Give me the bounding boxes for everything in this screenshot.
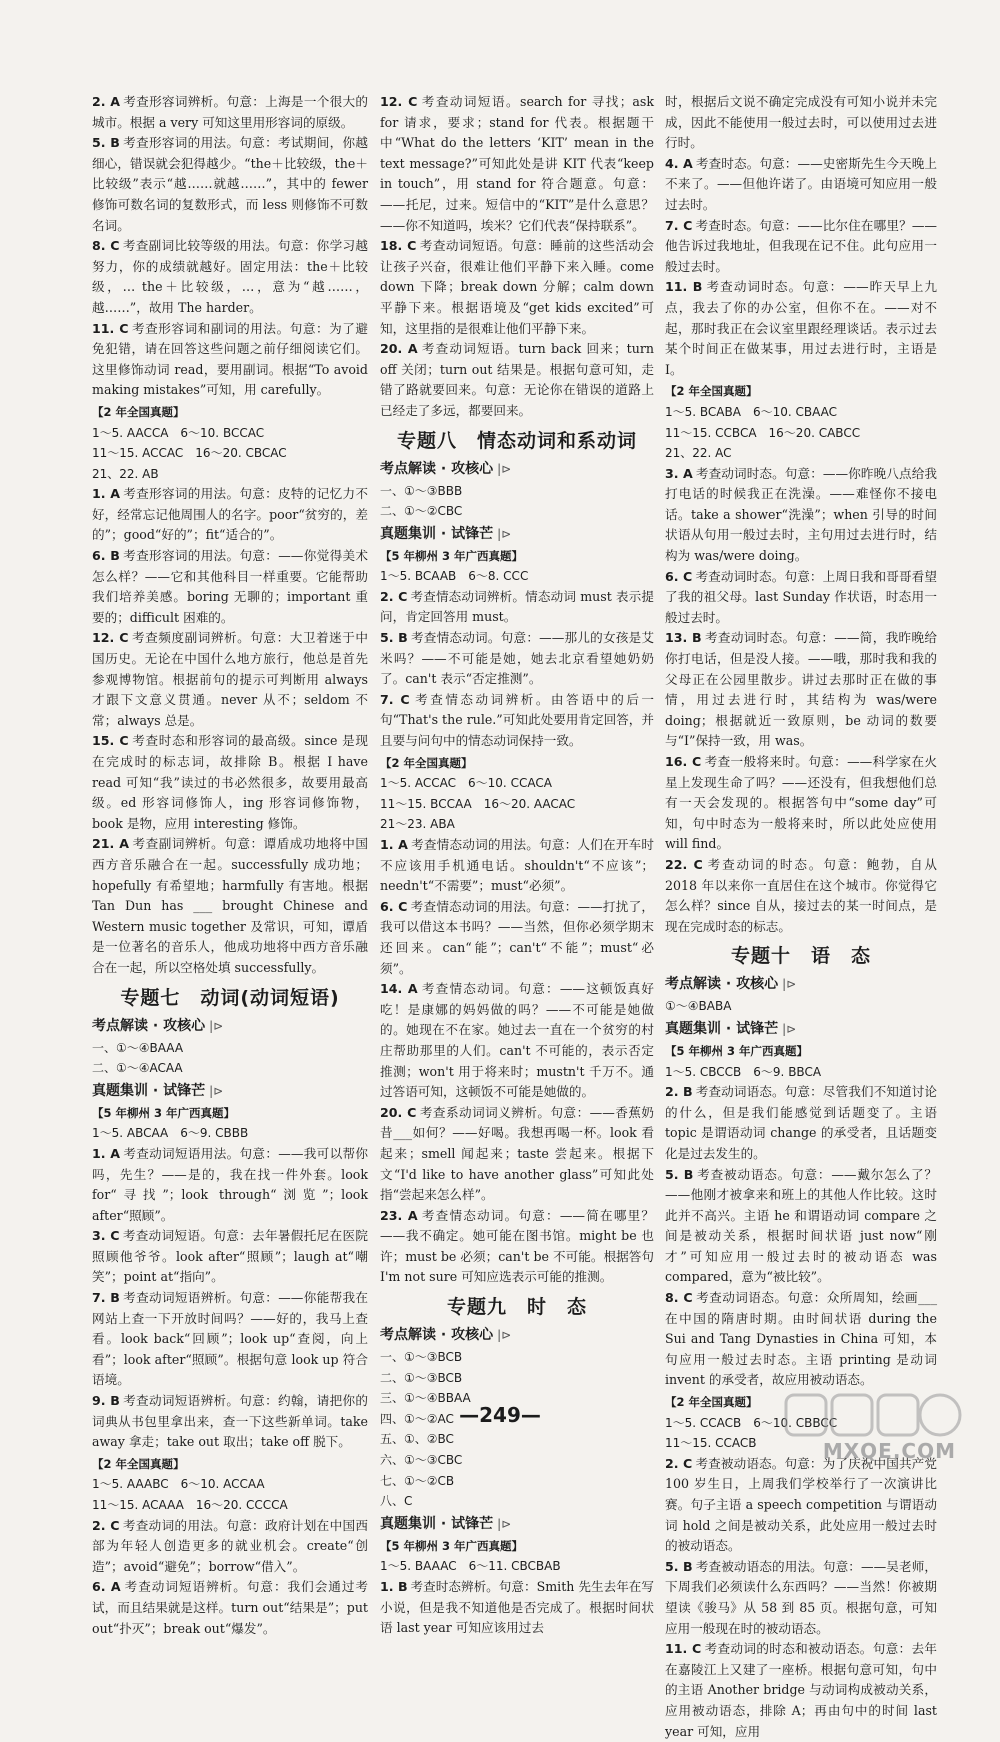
answer-explanation	[665, 277, 937, 380]
explanation-text: 考查形容词辨析。句意：上海是一个很大的城市。根据 a very 可知这里用形容词的原级。	[92, 94, 368, 130]
watermark-url: MXQE.COM	[822, 1439, 956, 1463]
question-number: 11. C	[665, 1641, 702, 1657]
answer-explanation	[665, 752, 937, 855]
question-number: 5. B	[665, 1558, 693, 1574]
source-tag: 【5 年柳州 3 年广西真题】	[665, 1043, 809, 1058]
question-number: 18. C	[380, 238, 417, 254]
answer-key-line: 1～5. ABCAA 6～9. CBBB	[92, 1126, 249, 1141]
answer-key-line: 11～15. ACAAA 16～20. CCCCA	[92, 1498, 288, 1512]
explanation-text: 考查动词语态。句意：尽管我们不知道讨论的什么，但是我们能感觉到话题变了。主语 topic 是谓语动词 change 的承受者，且话题变化是过去发生的。	[665, 1084, 937, 1161]
explanation-text: 考查情态动词的用法。句意：——打扰了，我可以借这本书吗？——当然，但你必须学期末还回来。can“能”；can't“不能”；must“必须”。	[380, 898, 654, 976]
answer-key-line: 一、①～③BBB	[380, 483, 463, 498]
answer-explanation	[380, 835, 654, 897]
explanation-text: 考查动词短语辨析。句意：约翰，请把你的词典从书包里拿出来，查一下这些新单词。take away 拿走；take out 取出；take off 脱下。	[92, 1393, 369, 1450]
answer-key-line: 二、①～②CBC	[380, 504, 463, 519]
answer-key-line: 21、22. AC	[665, 446, 732, 461]
section-heading	[92, 1015, 368, 1037]
answer-explanation	[665, 1082, 937, 1164]
explanation-text: 考查形容词的用法。句意：皮特的记忆力不好，经常忘记他周围人的名字。poor“贫穷的，差的”；good“好的”；fit“适合的”。	[92, 486, 368, 543]
topic-heading: 专题十 语 态	[730, 945, 871, 968]
answer-explanation	[380, 1103, 654, 1206]
answer-key-line: 四、①～②AC	[380, 1411, 454, 1426]
column-left	[92, 92, 369, 1636]
arrow-icon: |⊳	[209, 1083, 224, 1098]
explanation-text: 考查时态和形容词的最高级。since 是现在完成时的标志词，故排除 B。根据 I have read 可知“我”读过的书必然很多，故要用最高级。ed 形容词修饰人，ing 形容词修饰物，book 是物，应用 interesting 修饰。	[92, 733, 368, 831]
answer-explanation	[92, 1516, 368, 1578]
question-number: 1. A	[380, 837, 408, 852]
explanation-text: 考查被动语态的用法。句意：——吴老师，下周我们必须读什么东西吗？——当然！你被期望读《骏马》从 58 到 85 页。根据句意，可知应用一般现在时的被动语态。	[665, 1558, 938, 1636]
answer-key-line: 11～15. ACCAC 16～20. CBCAC	[92, 446, 287, 461]
question-number: 11. C	[92, 320, 129, 336]
question-number: 15. C	[92, 733, 129, 749]
question-number: 20. C	[380, 1104, 417, 1120]
answer-explanation	[92, 834, 368, 978]
answer-key-line: 1～5. CBCCB 6～9. BBCA	[665, 1064, 822, 1079]
question-number: 2. C	[665, 1455, 693, 1471]
question-number: 6. C	[665, 568, 693, 584]
answer-explanation	[665, 1165, 937, 1289]
section-heading	[665, 1018, 937, 1040]
question-number: 4. A	[665, 155, 693, 171]
topic-heading: 专题七 动词(动词短语)	[120, 986, 340, 1009]
answer-key-line: 21～23. ABA	[380, 817, 455, 832]
answer-explanation	[665, 1557, 937, 1639]
source-tag: 【2 年全国真题】	[92, 1456, 185, 1471]
explanation-text: 考查动词短语。句意：去年暑假托尼在医院照顾他爷爷。look after“照顾”；laugh at“嘲笑”；point at“指向”。	[92, 1228, 369, 1285]
answer-explanation	[92, 628, 368, 731]
answer-explanation	[665, 154, 937, 216]
explanation-text: 考查动词短语用法。句意：——我可以帮你吗，先生？——是的，我在找一件外套。look for“寻找”；look through“浏览”；look after“照顾”。	[92, 1145, 368, 1223]
question-number: 16. C	[665, 754, 702, 769]
question-number: 6. C	[380, 898, 408, 914]
explanation-text: 考查情态动词。句意：——那儿的女孩是艾米吗？——不可能是她，她去北京看望她奶奶了。can't 表示“否定推测”。	[380, 630, 655, 687]
answer-explanation	[380, 587, 654, 628]
answer-explanation	[92, 319, 368, 401]
answer-explanation	[380, 690, 654, 752]
answer-key-line: 11～15. CCBCA 16～20. CABCC	[665, 425, 861, 440]
question-number: 8. C	[92, 238, 120, 254]
answer-explanation	[92, 546, 368, 628]
section-heading	[380, 523, 654, 545]
answer-explanation	[380, 1206, 654, 1288]
answer-key-line: 1～5. ACCAC 6～10. CCACA	[380, 776, 552, 791]
topic-heading: 专题九 时 态	[446, 1296, 587, 1319]
explanation-text: 考查动词短语。句意：睡前的这些活动会让孩子兴奋，很难让他们平静下来入睡。come down 下降；break down 分解；calm down 平静下来。根据语境及“get kids excited”可知，这里指的是很难让他们平静下来。	[380, 238, 655, 336]
arrow-icon: |⊳	[497, 526, 512, 541]
answer-key-line: 11～15. BCCAA 16～20. AACAC	[380, 796, 576, 811]
answer-explanation	[92, 236, 368, 318]
answer-key-line: 六、①～③CBC	[380, 1453, 463, 1468]
question-number: 7. C	[380, 691, 410, 707]
answer-explanation	[665, 216, 937, 278]
section-heading	[665, 973, 937, 995]
answer-explanation	[380, 979, 654, 1103]
question-number: 7. C	[665, 217, 693, 233]
explanation-text: 考查频度副词辨析。句意：大卫着迷于中国历史。无论在中国什么地方旅行，他总是首先参观博物馆。根据前句的提示可判断用 always 才跟下文意义贯通。never 从不；seldom 不常；always 总是。	[92, 630, 369, 728]
section-heading-text: 真题集训 · 试锋芒	[380, 525, 494, 542]
source-tag: 【5 年柳州 3 年广西真题】	[380, 1538, 524, 1553]
source-tag: 【2 年全国真题】	[92, 404, 185, 419]
explanation-text: 考查动词的时态和被动语态。句意：去年在嘉陵江上又建了一座桥。根据句意可知，句中的主语 Another bridge 与动词构成被动关系，应用被动语态，排除 A；再由句中的时间 last year 可知，应用	[665, 1641, 938, 1739]
answer-explanation	[380, 339, 654, 421]
explanation-text: 考查时态。句意：——比尔住在哪里？——他告诉过我地址，但我现在记不住。此句应用一般过去时。	[665, 217, 937, 274]
question-number: 2. C	[92, 1517, 120, 1533]
explanation-text: 考查一般将来时。句意：——科学家在火星上发现生命了吗？——还没有，但我想他们总有一天会发现的。根据答句中“some day”可知，句中时态为一般将来时，所以此处应使用 will find。	[665, 754, 938, 852]
answer-explanation	[92, 1288, 368, 1391]
question-number: 7. B	[92, 1290, 120, 1306]
source-tag: 【5 年柳州 3 年广西真题】	[380, 548, 524, 563]
answer-key-line: 七、①～②CB	[380, 1473, 455, 1488]
arrow-icon: |⊳	[497, 461, 512, 476]
explanation-text: 考查动词时态。句意：上周日我和哥哥看望了我的祖父母。last Sunday 作状语，时态用一般过去时。	[665, 568, 937, 625]
answer-key-line: 1～5. BCABA 6～10. CBAAC	[665, 404, 838, 419]
section-heading-text: 真题集训 · 试锋芒	[665, 1020, 779, 1037]
answer-explanation	[380, 897, 654, 979]
answer-key-line: 1～5. AAABC 6～10. ACCAA	[92, 1477, 265, 1492]
explanation-text: 考查动词短语辨析。句意：——你能帮我在网站上查一下开放时间吗？——好的，我马上查看。look back“回顾”；look up“查阅，向上看”；look after“照顾”。根据句意 look up 符合语境。	[92, 1290, 369, 1388]
question-number: 12. C	[380, 94, 418, 109]
answer-explanation	[92, 92, 368, 133]
answer-key-line: 二、①～④ACAA	[92, 1061, 183, 1076]
question-number: 5. B	[380, 630, 408, 646]
question-number: 3. C	[92, 1228, 120, 1244]
answer-explanation	[92, 133, 368, 236]
explanation-text: 考查动词时态。句意：——简，我昨晚给你打电话，但是没人接。——哦，那时我和我的父母正在公园里散步。讲过去那时正在做的事情，用过去进行时，其结构为 was/were doing；根据就近一致原则，be 动词的数要与“I”保持一致，用 was。	[665, 630, 938, 749]
explanation-text: 考查动词语态。句意：众所周知，绘画___在中国的隋唐时期。由时间状语 during the Sui and Tang Dynasties in China 可知，本句应用一般过去时态。主语 printing 是动词 invent 的承受者，故应用被动语态。	[665, 1290, 937, 1388]
explanation-text: 考查动词的时态。句意：鲍勃，自从 2018 年以来你一直居住在这个城市。你觉得它怎么样？since 自从，接过去的某一时间点，是现在完成时态的标志。	[665, 856, 938, 934]
section-heading	[380, 458, 654, 480]
section-heading	[380, 1324, 654, 1346]
explanation-text: 考查时态辨析。句意：Smith 先生去年在写小说，但是我不知道他是否完成了。根据时间状语 last year 可知应该用过去	[380, 1579, 654, 1636]
answer-key-line: ①～④BABA	[665, 999, 732, 1014]
explanation-text: 时，根据后文说不确定完成没有可知小说并未完成，因此不能使用一般过去时，可以使用过去进行时。	[665, 94, 937, 151]
question-number: 6. A	[92, 1579, 121, 1595]
question-number: 20. A	[380, 341, 418, 357]
explanation-text: 考查副词比较等级的用法。句意：你学习越努力，你的成绩就越好。固定用法：the＋比较级，… the＋比较级，…，意为“越……，越……”，故用 The harder。	[92, 238, 369, 315]
answer-explanation	[92, 1144, 368, 1226]
question-number: 21. A	[92, 836, 129, 852]
explanation-text: 考查情态动词。句意：——简在哪里？——我不确定。她可能在图书馆。might be 也许；must be 必须；can't be 不可能。根据答句 I'm not sure 可知应选表示可能的推测。	[380, 1207, 654, 1285]
answer-explanation	[665, 567, 937, 629]
question-number: 13. B	[665, 630, 702, 646]
arrow-icon: |⊳	[782, 1021, 797, 1036]
answer-explanation	[665, 464, 937, 567]
question-number: 5. B	[92, 135, 120, 151]
answer-explanation	[380, 628, 654, 690]
answer-explanation	[665, 1288, 937, 1391]
answer-key-line: 五、①、②BC	[380, 1432, 454, 1447]
answer-key-line: 1～5. BAAAC 6～11. CBCBAB	[380, 1559, 561, 1574]
explanation-text: 考查动词时态。句意：——昨天早上九点，我去了你的办公室，但你不在。——对不起，那时我正在会议室里跟经理谈话。表示过去某个时间正在做某事，用过去进行时，主语是 I。	[665, 279, 937, 377]
answer-explanation	[665, 855, 937, 937]
explanation-text: 考查动词的用法。句意：政府计划在中国西部为年轻人创造更多的就业机会。create“创造”；avoid“避免”；borrow“借入”。	[92, 1517, 369, 1574]
explanation-text: 考查时态。句意：——史密斯先生今天晚上不来了。——但他许诺了。由语境可知应用一般过去时。	[665, 155, 938, 212]
answer-key-line: 1～5. CCACB 6～10. CBBCC	[665, 1415, 838, 1430]
explanation-text: 考查情态动词的用法。句意：人们在开车时不应该用手机通电话。shouldn't“不应该”；needn't“不需要”；must“必须”。	[380, 837, 655, 894]
explanation-text: 考查副词辨析。句意：谭盾成功地将中国西方音乐融合在一起。successfully 成功地；hopefully 有希望地；harmfully 有害地。根据 Tan Dun has ___ brought Chinese and Western music together 及常识，可知，谭盾是一位著名的音乐人，他成功地将中西方音乐融合在一起，所以空格处填 successfully。	[92, 836, 368, 975]
question-number: 12. C	[92, 630, 129, 646]
question-number: 8. C	[665, 1290, 693, 1306]
answer-key-line: 三、①～④BBAA	[380, 1391, 471, 1406]
answer-explanation	[665, 628, 937, 752]
source-tag: 【2 年全国真题】	[380, 755, 473, 770]
arrow-icon: |⊳	[209, 1018, 224, 1033]
source-tag: 【2 年全国真题】	[665, 1395, 758, 1410]
section-heading-text: 考点解读 · 攻核心	[380, 1327, 494, 1344]
explanation-text: 考查形容词和副词的用法。句意：为了避免犯错，请在回答这些问题之前仔细阅读它们。这里修饰动词 read，要用副词。根据“To avoid making mistakes”可知，用 carefully。	[92, 320, 369, 398]
topic-heading: 专题八 情态动词和系动词	[396, 429, 637, 452]
answer-explanation	[92, 731, 368, 834]
page-number: —249—	[459, 1403, 541, 1427]
question-number: 22. C	[665, 856, 703, 872]
answer-key-line: 1～5. AACCA 6～10. BCCAC	[92, 425, 265, 440]
arrow-icon: |⊳	[497, 1328, 512, 1343]
answer-explanation	[665, 1454, 937, 1557]
answer-explanation	[92, 1226, 368, 1288]
section-heading	[92, 1080, 368, 1102]
question-number: 14. A	[380, 981, 418, 997]
explanation-text: 考查动词短语辨析。句意：我们会通过考试，而且结果就是这样。turn out“结果是”；put out“扑灭”；break out“爆发”。	[92, 1579, 369, 1636]
explanation-text: 考查系动词词义辨析。句意：——香蕉奶昔___如何？——好喝。我想再喝一杯。look 看起来；smell 闻起来；taste 尝起来。根据下文“I'd like to have another glass”可知此处指“尝起来怎么样”。	[380, 1104, 655, 1203]
question-number: 9. B	[92, 1393, 120, 1409]
question-number: 2. C	[380, 588, 408, 604]
explanation-text: 考查情态动词。句意：——这顿饭真好吃！是康娜的妈妈做的吗？——不可能是她做的。她现在不在家。她过去一直在一个贫穷的村庄帮助那里的人们。can't 不可能的，表示否定推测；won't 用于将来时；mustn't 千万不。通过答语可知，这顿饭不可能是她做的。	[380, 981, 654, 1100]
explanation-text: 考查动词短语。turn back 回来；turn off 关闭；turn out 结果是。根据句意可知，走错了路就要回来。句意：无论你在错误的道路上已经走了多远，都要回来。	[380, 341, 654, 418]
source-tag: 【5 年柳州 3 年广西真题】	[92, 1105, 236, 1120]
question-number: 2. B	[665, 1084, 693, 1100]
answer-key-line: 一、①～③BCB	[380, 1350, 463, 1365]
answer-key-line: 1～5. BCAAB 6～8. CCC	[380, 569, 529, 584]
answer-key-line: 一、①～④BAAA	[92, 1040, 184, 1055]
question-number: 1. A	[92, 1145, 120, 1161]
arrow-icon: |⊳	[497, 1516, 512, 1531]
answer-explanation	[92, 484, 368, 546]
section-heading-text: 考点解读 · 攻核心	[92, 1017, 206, 1034]
question-number: 3. A	[665, 465, 693, 481]
question-number: 11. B	[665, 279, 703, 295]
answer-explanation	[665, 92, 937, 154]
section-heading-text: 真题集训 · 试锋芒	[92, 1082, 206, 1099]
answer-key-line: 21、22. AB	[92, 466, 159, 481]
section-heading	[380, 1513, 654, 1535]
question-number: 1. A	[92, 486, 120, 502]
explanation-text: 考查形容词的用法。句意：考试期间，你越细心，错误就会犯得越少。“the＋比较级，the＋比较级”表示“越……就越……”，其中的 fewer 修饰可数名词的复数形式，而 less 则修饰不可数名词。	[92, 135, 369, 233]
answer-explanation	[665, 1639, 937, 1742]
explanation-text: 考查情态动词辨析。由答语中的后一句“That's the rule.”可知此处要用肯定回答，并且要与问句中的情态动词保持一致。	[380, 691, 654, 749]
section-heading-text: 真题集训 · 试锋芒	[380, 1515, 494, 1532]
answer-key-line: 二、①～③BCB	[380, 1370, 463, 1385]
question-number: 23. A	[380, 1207, 418, 1223]
question-number: 5. B	[665, 1166, 694, 1182]
answer-explanation	[92, 1577, 368, 1639]
answer-explanation	[380, 1577, 654, 1639]
answer-key-line: 11～15. CCACB	[665, 1436, 757, 1451]
explanation-text: 考查动词时态。句意：——你昨晚八点给我打电话的时候我正在洗澡。——难怪你不接电话。take a shower“洗澡”；when 引导的时间状语从句用一般过去时，主句用过去进行时，结构为 was/were doing。	[665, 465, 938, 564]
explanation-text: 考查动词短语。search for 寻找；ask for 请求，要求；stand for 代表。根据题干中“What do the letters ‘KIT’ mean in the text message?”可知此处是讲 KIT 代表“keep in touch”，用 stand for 符合题意。句意：——托尼，过来。短信中的“KIT”是什么意思？——你不知道吗，埃米？它们代表“保持联系”。	[380, 94, 654, 233]
answer-key-line: 八、C	[380, 1494, 413, 1509]
answer-explanation	[380, 236, 654, 339]
section-heading-text: 考点解读 · 攻核心	[665, 976, 779, 993]
question-number: 2. A	[92, 94, 120, 109]
question-number: 1. B	[380, 1579, 408, 1594]
source-tag: 【2 年全国真题】	[665, 384, 758, 399]
section-heading-text: 考点解读 · 攻核心	[380, 460, 494, 477]
explanation-text: 考查形容词的用法。句意：——你觉得美术怎么样？——它和其他科目一样重要。它能帮助我们培养美感。boring 无聊的；important 重要的；difficult 困难的。	[92, 548, 369, 625]
explanation-text: 考查被动语态。句意：为了庆祝中国共产党 100 岁生日，上周我们学校举行了一次演讲比赛。句子主语 a speech competition 与谓语动词 hold 之间是被动关系，此处应用一般过去时的被动语态。	[665, 1455, 937, 1554]
explanation-text: 考查被动语态。句意：——戴尔怎么了？——他刚才被拿来和班上的其他人作比较。这时此并不高兴。主语 he 和谓语动词 compare 之间是被动关系，根据时间状语 just now“刚才”可知应用一般过去时的被动语态 was compared，意为“被比较”。	[665, 1166, 938, 1285]
arrow-icon: |⊳	[782, 977, 797, 992]
explanation-text: 考查情态动词辨析。情态动词 must 表示提问，肯定回答用 must。	[380, 588, 654, 625]
question-number: 6. B	[92, 548, 120, 564]
answer-explanation	[380, 92, 654, 236]
